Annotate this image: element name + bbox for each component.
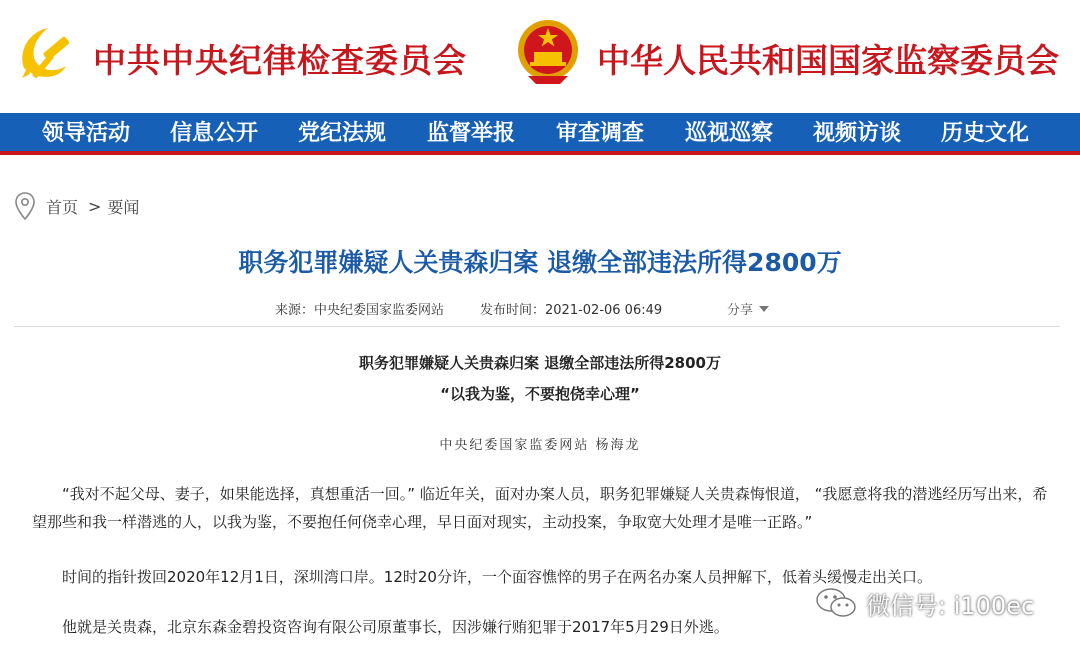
- party-emblem-icon: [14, 22, 78, 86]
- breadcrumb-current-link[interactable]: 要闻: [107, 197, 140, 217]
- article-publish-time: 发布时间：2021-02-06 06:49: [480, 303, 663, 318]
- nav-item-report[interactable]: 监督举报: [427, 120, 516, 146]
- article-paragraph: 时间的指针拨回2020年12月1日，深圳湾口岸。12时20分许，一个面容憔悴的男子在两名办案人员押解下，低着头缓慢走出关口。: [62, 568, 932, 586]
- nav-item-video[interactable]: 视频访谈: [813, 120, 902, 146]
- breadcrumb-separator: >: [88, 196, 102, 216]
- chevron-down-icon: [759, 306, 769, 312]
- wechat-watermark: [814, 586, 1034, 620]
- watermark-text: 微信号: i100ec: [866, 591, 1035, 620]
- nav-item-investigation[interactable]: 审查调查: [556, 120, 645, 146]
- article-paragraph: “我对不起父母、妻子，如果能选择，真想重活一回。” 临近年关，面对办案人员，职务犯罪嫌疑人关贵森悔恨道， “我愿意将我的潜逃经历写出来，希望那些和我一样潜逃的人，以我为鉴，不要抱任何侥幸心理，早日面对现实，主动投案，争取宽大处理才是唯一正路。”: [32, 485, 1048, 531]
- article-byline: 中央纪委国家监委网站 杨海龙: [439, 438, 641, 453]
- nav-item-regulations[interactable]: 党纪法规: [298, 120, 387, 146]
- location-pin-icon: [14, 192, 36, 220]
- header-divider: [14, 326, 1060, 327]
- article-headline: 职务犯罪嫌疑人关贵森归案 退缴全部违法所得2800万: [238, 248, 842, 277]
- nav-item-leadership[interactable]: 领导活动: [42, 120, 131, 146]
- share-label: 分享: [727, 303, 754, 318]
- breadcrumb: [14, 191, 139, 221]
- wechat-icon: [814, 586, 858, 620]
- share-button[interactable]: [727, 299, 769, 318]
- article-subtitle: 职务犯罪嫌疑人关贵森归案 退缴全部违法所得2800万: [359, 354, 721, 372]
- breadcrumb-home-link[interactable]: 首页: [46, 197, 79, 217]
- nsc-title: 中华人民共和国国家监察委员会: [597, 41, 1059, 80]
- nav-item-inspection[interactable]: 巡视巡察: [685, 120, 774, 146]
- article-quote-title: “以我为鉴，不要抱侥幸心理”: [440, 385, 640, 403]
- article-source: 来源：中央纪委国家监委网站: [275, 303, 445, 318]
- national-emblem-icon: [516, 18, 580, 88]
- cpc-ccdi-title: 中共中央纪律检查委员会: [93, 41, 467, 80]
- site-header: [0, 0, 1080, 113]
- article-paragraph: 他就是关贵森，北京东森金碧投资咨询有限公司原董事长，因涉嫌行贿犯罪于2017年5月29日外逃。: [62, 618, 729, 636]
- main-nav: [0, 113, 1080, 155]
- nav-item-history[interactable]: 历史文化: [941, 120, 1030, 146]
- nav-item-info[interactable]: 信息公开: [170, 120, 259, 146]
